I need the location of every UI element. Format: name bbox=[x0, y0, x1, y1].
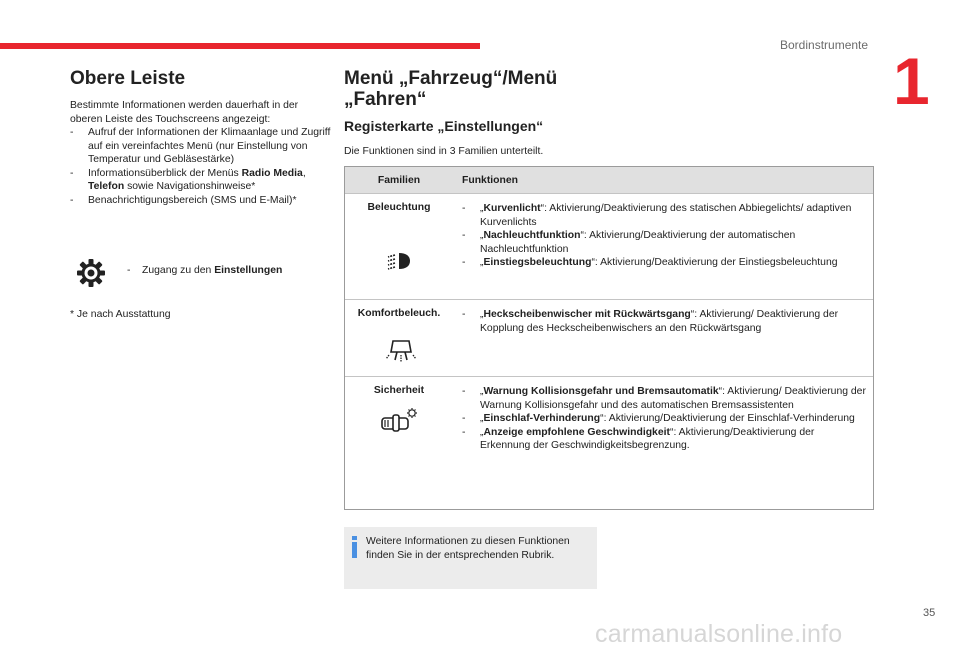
functions-table bbox=[344, 166, 874, 510]
left-list bbox=[70, 126, 332, 207]
right-intro: Die Funktionen sind in 3 Familien unterteilt. bbox=[344, 146, 544, 157]
left-title: Obere Leiste bbox=[70, 68, 186, 89]
function-list bbox=[462, 202, 867, 270]
function-list bbox=[462, 385, 867, 453]
left-item2-tail: sowie Navigationshinweise* bbox=[124, 181, 256, 192]
table-header bbox=[345, 167, 873, 193]
list-item bbox=[70, 126, 332, 167]
column-header-familien: Familien bbox=[377, 174, 421, 186]
function-desc: : Aktivierung/Deaktivierung der Einstiegsbeleuchtung bbox=[594, 257, 838, 268]
list-item bbox=[70, 167, 332, 194]
chapter-number: 1 bbox=[893, 44, 930, 118]
left-item2-radio: Radio Media bbox=[241, 167, 303, 179]
left-item1-text: Aufruf der Informationen der Klimaanlage und Zugriff auf ein vereinfachtes Menü (nur Einstellung von Temperatur und Gebläsestärke) bbox=[88, 127, 331, 165]
function-name: Nachleuchtfunktion bbox=[483, 230, 581, 241]
function-name: Kurvenlicht bbox=[483, 203, 541, 214]
table-row bbox=[345, 193, 873, 300]
section-label: Bordinstrumente bbox=[780, 38, 869, 52]
function-desc: : Aktivierung/ Deaktivierung der Warnung Kollisionsgefahr und des automatischen Bremsassistenten bbox=[480, 386, 866, 411]
watermark: carmanualsonline.info bbox=[595, 620, 843, 648]
function-name: Warnung Kollisionsgefahr und Bremsautomatik bbox=[483, 386, 719, 397]
right-title: Menü „Fahrzeug“/Menü „Fahren“ bbox=[344, 68, 558, 110]
settings-text: - Zugang zu den Einstellungen bbox=[127, 265, 283, 276]
safety-car-icon bbox=[379, 407, 419, 433]
family-label: Sicherheit bbox=[373, 385, 425, 396]
function-list bbox=[462, 308, 867, 335]
gear-icon bbox=[76, 258, 106, 288]
left-item2-sep: , bbox=[302, 167, 306, 179]
info-icon bbox=[350, 536, 360, 558]
settings-access-row bbox=[70, 258, 332, 294]
page-number: 35 bbox=[923, 607, 936, 619]
function-desc: : Aktivierung/Deaktivierung der Einschlaf-Verhinderung bbox=[603, 413, 855, 424]
list-item: - „Anzeige empfohlene Geschwindigkeit“: Aktivierung/Deaktivierung der Erkennung der Geschwindigkeitsbegrenzung. bbox=[462, 426, 867, 453]
list-item: - „Nachleuchtfunktion“: Aktivierung/Deaktivierung der automatischen Nachleuchtfunktion bbox=[462, 229, 867, 256]
left-intro: Bestimmte Informationen werden dauerhaft in der oberen Leiste des Touchscreens angezeigt: bbox=[70, 100, 299, 125]
headlight-icon bbox=[385, 250, 413, 272]
settings-label: Einstellungen bbox=[214, 265, 283, 276]
interior-lamp-icon bbox=[385, 338, 417, 364]
column-header-funktionen: Funktionen bbox=[462, 174, 518, 186]
list-item: - „Einschlaf-Verhinderung“: Aktivierung/Deaktivierung der Einschlaf-Verhinderung bbox=[462, 412, 867, 426]
function-desc: : Aktivierung/Deaktivierung der Erkennung der Geschwindigkeitsbegrenzung. bbox=[480, 426, 815, 451]
left-item2-telefon: Telefon bbox=[88, 181, 125, 192]
function-desc: : Aktivierung/Deaktivierung des statischen Abbiegelichts/ adaptiven Kurvenlichts bbox=[480, 203, 852, 228]
function-name: Einschlaf-Verhinderung bbox=[483, 413, 601, 424]
settings-prefix: Zugang zu den bbox=[142, 265, 215, 276]
family-label: Beleuchtung bbox=[367, 202, 431, 213]
info-box bbox=[344, 527, 597, 589]
list-item: - „Heckscheibenwischer mit Rückwärtsgang“: Aktivierung/ Deaktivierung der Kopplung des Heckscheibenwischers an den Rückwärtsgang bbox=[462, 308, 867, 335]
info-text: Weitere Informationen zu diesen Funktionen finden Sie in der entsprechenden Rubrik. bbox=[366, 536, 570, 561]
family-label: Komfortbeleuch. bbox=[357, 308, 441, 319]
footnote: * Je nach Ausstattung bbox=[70, 309, 171, 320]
left-item3-text: Benachrichtigungsbereich (SMS und E-Mail)* bbox=[88, 194, 297, 206]
list-item: - „Warnung Kollisionsgefahr und Bremsautomatik“: Aktivierung/ Deaktivierung der Warnung Kollisionsgefahr und des automatischen Bremsassistenten bbox=[462, 385, 867, 412]
list-item bbox=[70, 194, 332, 208]
left-item2-text: Informationsüberblick der Menüs bbox=[88, 167, 242, 179]
list-item: - „Kurvenlicht“: Aktivierung/Deaktivierung des statischen Abbiegelichts/ adaptiven Kurvenlichts bbox=[462, 202, 867, 229]
function-desc: : Aktivierung/Deaktivierung der automatischen Nachleuchtfunktion bbox=[480, 230, 796, 255]
left-column bbox=[70, 68, 332, 207]
list-item: - „Einstiegsbeleuchtung“: Aktivierung/Deaktivierung der Einstiegsbeleuchtung bbox=[462, 256, 867, 270]
function-name: Einstiegsbeleuchtung bbox=[483, 257, 592, 268]
header-red-bar bbox=[0, 43, 480, 49]
table-row bbox=[345, 376, 873, 509]
function-name: Heckscheibenwischer mit Rückwärtsgang bbox=[483, 309, 691, 320]
function-name: Anzeige empfohlene Geschwindigkeit bbox=[483, 426, 670, 438]
right-subtitle: Registerkarte „Einstellungen“ bbox=[344, 118, 544, 134]
function-desc: : Aktivierung/ Deaktivierung der Kopplung des Heckscheibenwischers an den Rückwärtsgang bbox=[480, 309, 839, 334]
table-row bbox=[345, 299, 873, 377]
